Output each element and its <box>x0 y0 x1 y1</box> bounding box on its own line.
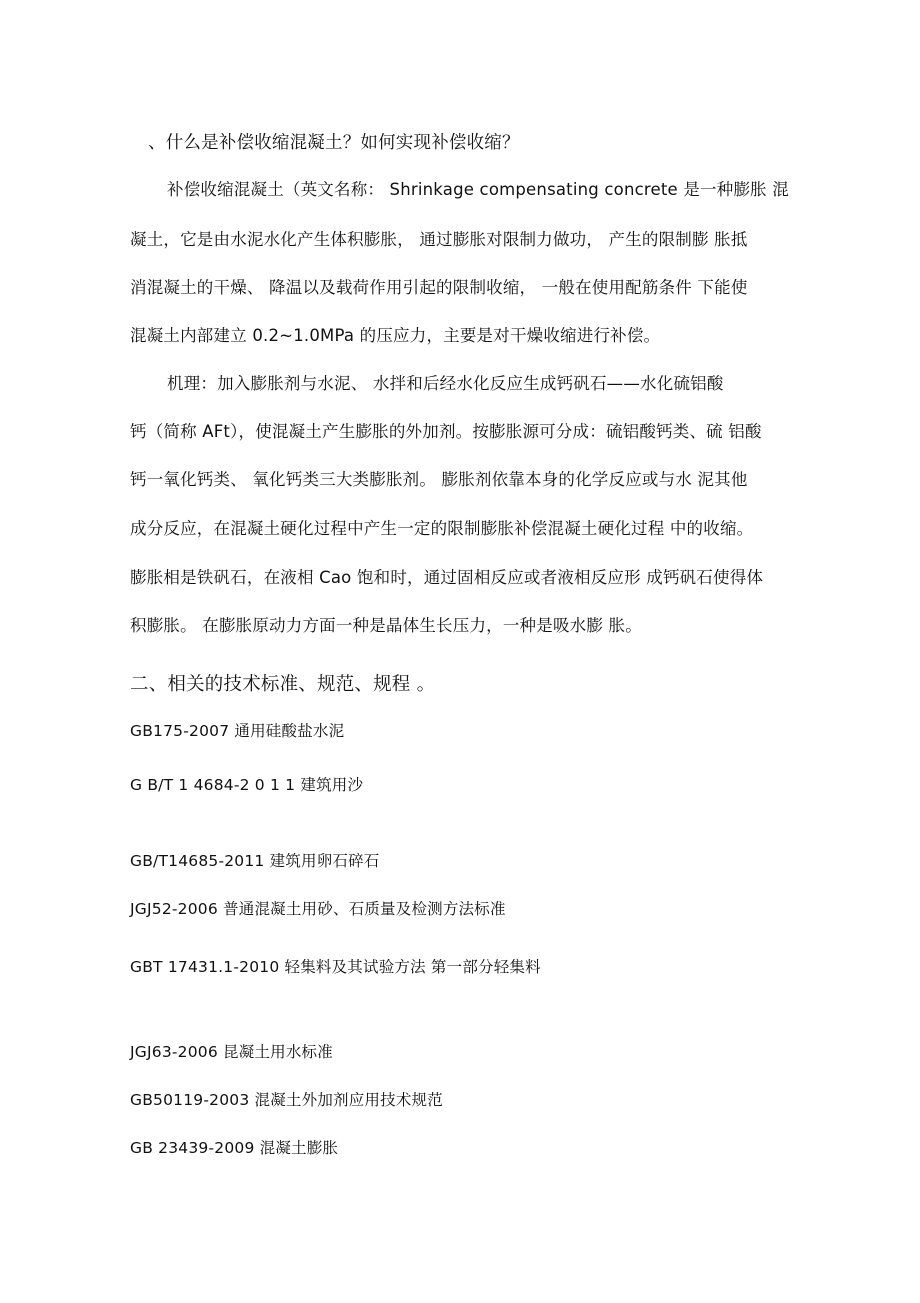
standard-item: GBT 17431.1-2010 轻集料及其试验方法 第一部分轻集料 <box>130 958 541 976</box>
paragraph-2-line-4: 成分反应，在混凝土硬化过程中产生一定的限制膨胀补偿混凝土硬化过程 中的收缩。 <box>130 519 754 538</box>
standard-item: GB/T14685-2011 建筑用卵石碎石 <box>130 852 380 870</box>
paragraph-1-line-1: 补偿收缩混凝土（英文名称： Shrinkage compensating concrete 是一种膨胀 混 <box>167 180 789 199</box>
paragraph-2-line-3: 钙一氧化钙类、 氧化钙类三大类膨胀剂。 膨胀剂依靠本身的化学反应或与水 泥其他 <box>130 470 748 489</box>
standard-item: G B/T 1 4684-2 0 1 1 建筑用沙 <box>130 776 364 794</box>
paragraph-1-line-3: 消混凝土的干燥、 降温以及载荷作用引起的限制收缩， 一般在使用配筋条件 下能使 <box>130 278 748 297</box>
paragraph-2-line-5: 膨胀相是铁矾石，在液相 Cao 饱和时，通过固相反应或者液相反应形 成钙矾石使得体 <box>130 568 764 587</box>
paragraph-2-line-6: 积膨胀。 在膨胀原动力方面一种是晶体生长压力，一种是吸水膨 胀。 <box>130 616 642 635</box>
standard-item: GB 23439-2009 混凝土膨胀 <box>130 1139 339 1157</box>
paragraph-1-line-4: 混凝土内部建立 0.2~1.0MPa 的压应力，主要是对干燥收缩进行补偿。 <box>130 326 661 345</box>
section-2-title: 二、相关的技术标准、规范、规程 。 <box>130 674 436 695</box>
paragraph-2-line-1: 机理：加入膨胀剂与水泥、 水拌和后经水化反应生成钙矾石——水化硫铝酸 <box>167 374 724 393</box>
section-1-title: 、什么是补偿收缩混凝土？如何实现补偿收缩？ <box>148 133 520 153</box>
standard-item: GB175-2007 通用硅酸盐水泥 <box>130 722 345 740</box>
standard-item: JGJ52-2006 普通混凝土用砂、石质量及检测方法标准 <box>130 900 506 918</box>
paragraph-1-line-2: 凝土，它是由水泥水化产生体积膨胀， 通过膨胀对限制力做功， 产生的限制膨 胀抵 <box>130 230 748 249</box>
paragraph-2-line-2: 钙（简称 AFt），使混凝土产生膨胀的外加剂。按膨胀源可分成：硫铝酸钙类、硫 铝酸 <box>130 422 762 441</box>
standard-item: JGJ63-2006 昆凝土用水标准 <box>130 1043 333 1061</box>
standard-item: GB50119-2003 混凝土外加剂应用技术规范 <box>130 1091 443 1109</box>
